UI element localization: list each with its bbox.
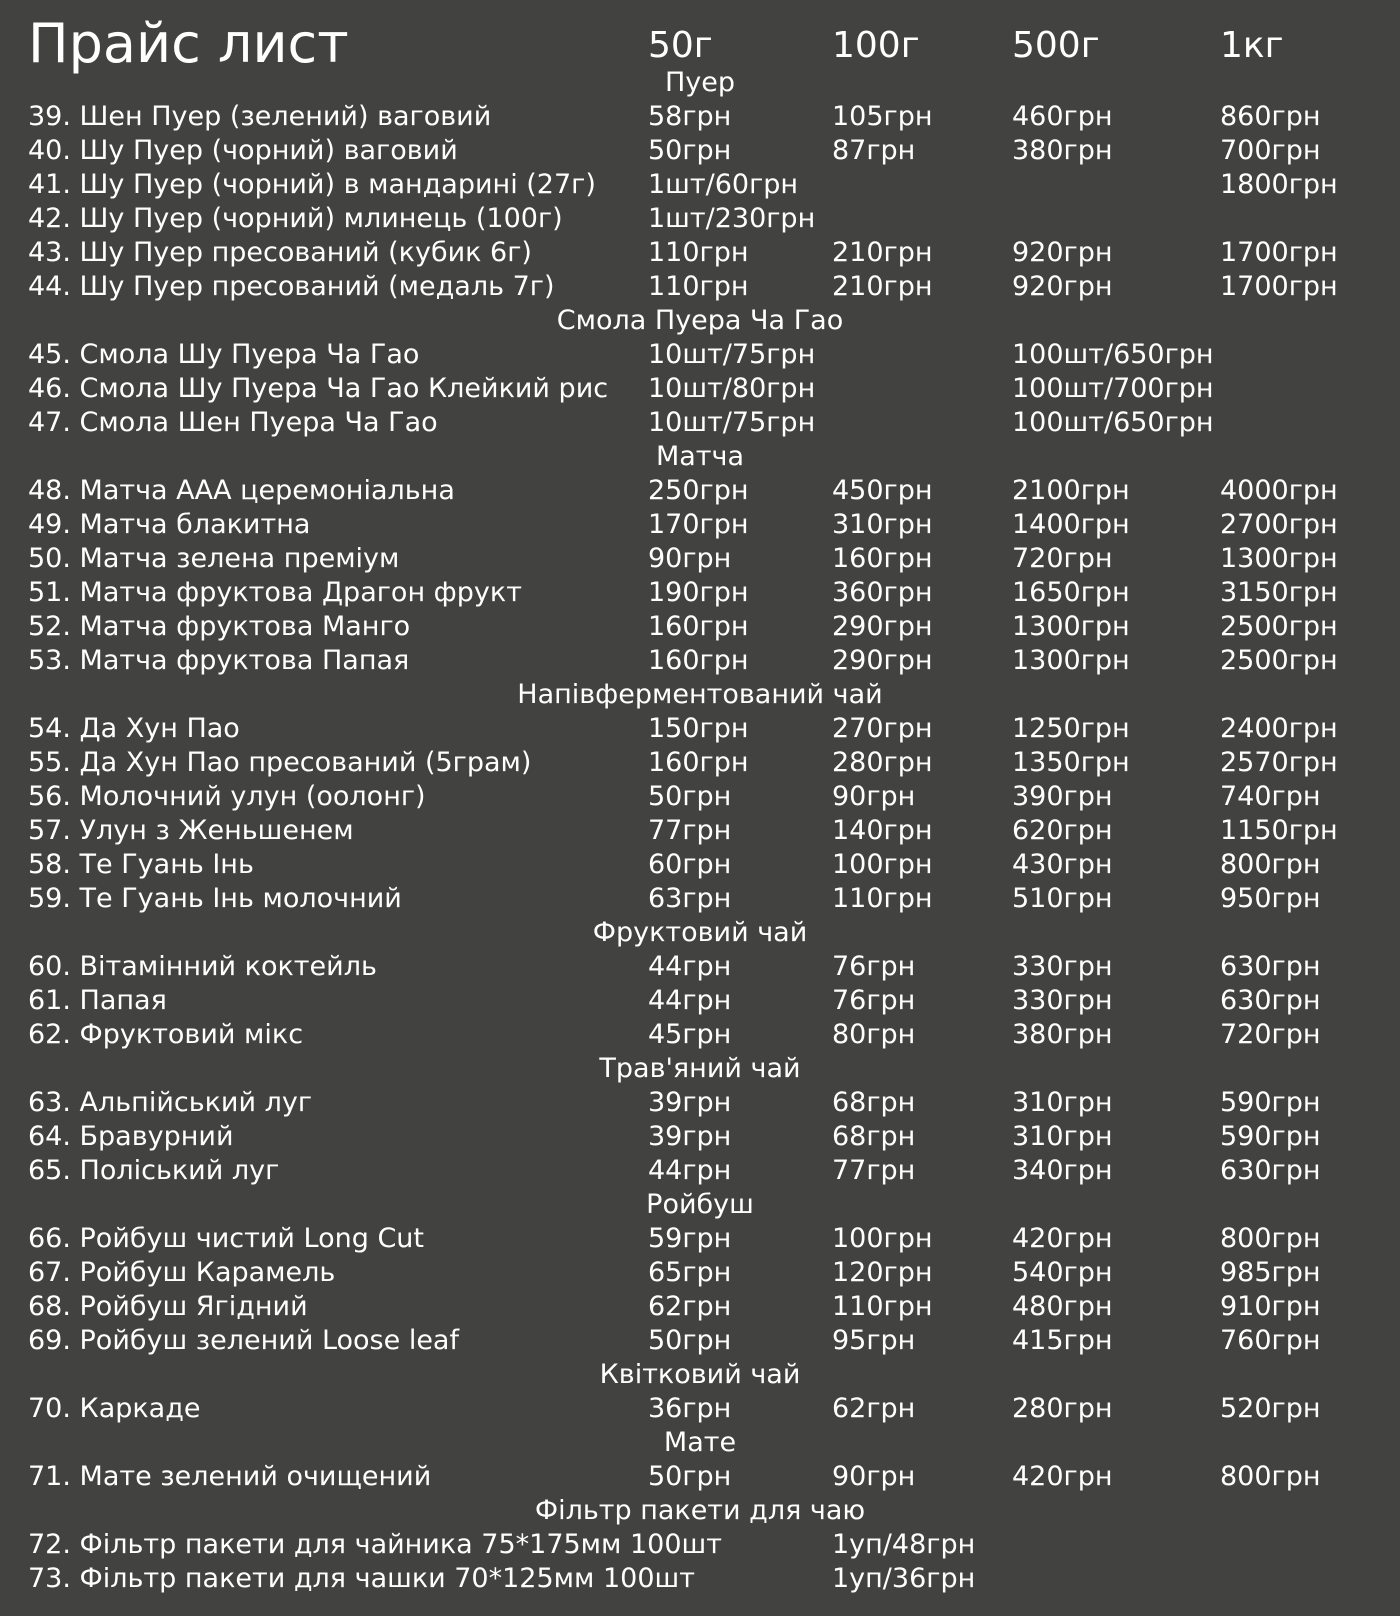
product-name: 45. Смола Шу Пуера Ча Гао [28, 339, 420, 370]
price-50g: 39грн [648, 1087, 732, 1118]
price-1kg: 630грн [1220, 1155, 1321, 1186]
price-1kg: 1700грн [1220, 237, 1338, 268]
product-name: 53. Матча фруктова Папая [28, 645, 410, 676]
section-title: Трав'яний чай [599, 1053, 801, 1084]
price-500g: 1300грн [1012, 611, 1130, 642]
price-100g: 450грн [832, 475, 933, 506]
price-100g: 140грн [832, 815, 933, 846]
price-50g: 36грн [648, 1393, 732, 1424]
price-100g: 90грн [832, 781, 916, 812]
product-name: 68. Ройбуш Ягідний [28, 1291, 308, 1322]
price-100g: 1уп/48грн [832, 1529, 976, 1560]
price-500g: 280грн [1012, 1393, 1113, 1424]
price-50g: 170грн [648, 509, 749, 540]
price-500g: 330грн [1012, 951, 1113, 982]
price-row [0, 576, 1400, 610]
price-1kg: 2500грн [1220, 645, 1338, 676]
price-500g: 420грн [1012, 1461, 1113, 1492]
price-500g: 330грн [1012, 985, 1113, 1016]
price-50g: 160грн [648, 645, 749, 676]
section-title: Смола Пуера Ча Гао [556, 305, 844, 336]
product-name: 69. Ройбуш зелений Loose leaf [28, 1325, 459, 1356]
price-50g: 65грн [648, 1257, 732, 1288]
product-name: 63. Альпійський луг [28, 1087, 313, 1118]
price-500g: 100шт/650грн [1012, 407, 1214, 438]
price-50g: 110грн [648, 237, 749, 268]
price-1kg: 700грн [1220, 135, 1321, 166]
price-100g: 310грн [832, 509, 933, 540]
price-row [0, 644, 1400, 678]
price-row [0, 1460, 1400, 1494]
price-500g: 420грн [1012, 1223, 1113, 1254]
price-row [0, 814, 1400, 848]
price-1kg: 800грн [1220, 849, 1321, 880]
product-name: 54. Да Хун Пао [28, 713, 240, 744]
product-name: 66. Ройбуш чистий Long Cut [28, 1223, 425, 1254]
price-500g: 390грн [1012, 781, 1113, 812]
section-title: Фільтр пакети для чаю [534, 1495, 866, 1526]
price-1kg: 760грн [1220, 1325, 1321, 1356]
price-100g: 62грн [832, 1393, 916, 1424]
product-name: 46. Смола Шу Пуера Ча Гао Клейкий рис [28, 373, 609, 404]
price-500g: 720грн [1012, 543, 1113, 574]
price-500g: 920грн [1012, 271, 1113, 302]
price-row [0, 610, 1400, 644]
product-name: 44. Шу Пуер пресований (медаль 7г) [28, 271, 555, 302]
section-header [0, 1188, 1400, 1222]
price-row [0, 474, 1400, 508]
price-1kg: 2700грн [1220, 509, 1338, 540]
price-50g: 110грн [648, 271, 749, 302]
price-1kg: 950грн [1220, 883, 1321, 914]
price-1kg: 2500грн [1220, 611, 1338, 642]
price-row [0, 372, 1400, 406]
price-50g: 90грн [648, 543, 732, 574]
price-50g: 50грн [648, 1325, 732, 1356]
price-50g: 1шт/60грн [648, 169, 799, 200]
price-100g: 90грн [832, 1461, 916, 1492]
price-50g: 10шт/80грн [648, 373, 816, 404]
price-1kg: 720грн [1220, 1019, 1321, 1050]
section-title: Напівферментований чай [517, 679, 883, 710]
price-100g: 290грн [832, 645, 933, 676]
product-name: 55. Да Хун Пао пресований (5грам) [28, 747, 532, 778]
price-50g: 50грн [648, 135, 732, 166]
price-50g: 44грн [648, 951, 732, 982]
price-row [0, 236, 1400, 270]
price-row [0, 1120, 1400, 1154]
price-50g: 50грн [648, 781, 732, 812]
price-50g: 10шт/75грн [648, 407, 816, 438]
price-500g: 1350грн [1012, 747, 1130, 778]
price-50g: 39грн [648, 1121, 732, 1152]
price-1kg: 1150грн [1220, 815, 1338, 846]
product-name: 59. Те Гуань Інь молочний [28, 883, 402, 914]
price-row [0, 1392, 1400, 1426]
price-row [0, 1018, 1400, 1052]
section-header [0, 1494, 1400, 1528]
price-1kg: 910грн [1220, 1291, 1321, 1322]
section-header [0, 304, 1400, 338]
product-name: 41. Шу Пуер (чорний) в мандарині (27г) [28, 169, 596, 200]
price-row [0, 168, 1400, 202]
product-name: 48. Матча ААА церемоніальна [28, 475, 455, 506]
price-row [0, 780, 1400, 814]
section-header [0, 66, 1400, 100]
price-100g: 210грн [832, 237, 933, 268]
price-500g: 310грн [1012, 1121, 1113, 1152]
price-100g: 270грн [832, 713, 933, 744]
price-1kg: 3150грн [1220, 577, 1338, 608]
price-1kg: 1700грн [1220, 271, 1338, 302]
price-500g: 510грн [1012, 883, 1113, 914]
section-title: Мате [663, 1427, 737, 1458]
price-100g: 110грн [832, 883, 933, 914]
section-title: Квітковий чай [599, 1359, 801, 1390]
column-header-1kg: 1кг [1220, 25, 1284, 66]
page-title: Прайс лист [28, 12, 349, 75]
product-name: 47. Смола Шен Пуера Ча Гао [28, 407, 438, 438]
section-header [0, 440, 1400, 474]
product-name: 64. Бравурний [28, 1121, 234, 1152]
price-500g: 415грн [1012, 1325, 1113, 1356]
price-row [0, 1324, 1400, 1358]
product-name: 57. Улун з Женьшенем [28, 815, 354, 846]
price-500g: 920грн [1012, 237, 1113, 268]
price-row [0, 950, 1400, 984]
section-title: Пуер [664, 67, 736, 98]
column-header-500g: 500г [1012, 25, 1100, 66]
price-100g: 87грн [832, 135, 916, 166]
product-name: 58. Те Гуань Інь [28, 849, 254, 880]
section-header [0, 1052, 1400, 1086]
product-name: 51. Матча фруктова Драгон фрукт [28, 577, 522, 608]
price-row [0, 712, 1400, 746]
price-50g: 45грн [648, 1019, 732, 1050]
price-list [0, 66, 1400, 1596]
price-500g: 310грн [1012, 1087, 1113, 1118]
price-50g: 58грн [648, 101, 732, 132]
price-50g: 250грн [648, 475, 749, 506]
price-1kg: 630грн [1220, 985, 1321, 1016]
price-row [0, 848, 1400, 882]
price-50g: 63грн [648, 883, 732, 914]
column-header-50g: 50г [648, 25, 713, 66]
price-row [0, 508, 1400, 542]
price-row [0, 1528, 1400, 1562]
price-500g: 1400грн [1012, 509, 1130, 540]
price-100g: 100грн [832, 1223, 933, 1254]
section-header [0, 916, 1400, 950]
price-500g: 1300грн [1012, 645, 1130, 676]
price-100g: 100грн [832, 849, 933, 880]
price-100g: 280грн [832, 747, 933, 778]
product-name: 61. Папая [28, 985, 167, 1016]
product-name: 42. Шу Пуер (чорний) млинець (100г) [28, 203, 563, 234]
price-50g: 77грн [648, 815, 732, 846]
price-50g: 59грн [648, 1223, 732, 1254]
price-100g: 290грн [832, 611, 933, 642]
price-row [0, 1154, 1400, 1188]
price-50g: 10шт/75грн [648, 339, 816, 370]
price-row [0, 202, 1400, 236]
product-name: 43. Шу Пуер пресований (кубик 6г) [28, 237, 532, 268]
price-50g: 150грн [648, 713, 749, 744]
price-1kg: 1300грн [1220, 543, 1338, 574]
price-50g: 44грн [648, 985, 732, 1016]
price-500g: 340грн [1012, 1155, 1113, 1186]
section-title: Ройбуш [646, 1189, 754, 1220]
price-1kg: 985грн [1220, 1257, 1321, 1288]
price-100g: 210грн [832, 271, 933, 302]
price-1kg: 2400грн [1220, 713, 1338, 744]
price-row [0, 134, 1400, 168]
price-100g: 120грн [832, 1257, 933, 1288]
price-row [0, 406, 1400, 440]
product-name: 60. Вітамінний коктейль [28, 951, 377, 982]
price-row [0, 270, 1400, 304]
price-100g: 360грн [832, 577, 933, 608]
price-row [0, 1086, 1400, 1120]
price-1kg: 2570грн [1220, 747, 1338, 778]
price-500g: 1650грн [1012, 577, 1130, 608]
price-1kg: 1800грн [1220, 169, 1338, 200]
price-50g: 44грн [648, 1155, 732, 1186]
price-500g: 100шт/650грн [1012, 339, 1214, 370]
product-name: 65. Поліський луг [28, 1155, 280, 1186]
price-500g: 620грн [1012, 815, 1113, 846]
price-row [0, 1222, 1400, 1256]
product-name: 71. Мате зелений очищений [28, 1461, 432, 1492]
section-header [0, 1358, 1400, 1392]
price-1kg: 740грн [1220, 781, 1321, 812]
section-header [0, 678, 1400, 712]
price-500g: 2100грн [1012, 475, 1130, 506]
price-1kg: 520грн [1220, 1393, 1321, 1424]
product-name: 56. Молочний улун (оолонг) [28, 781, 426, 812]
section-title: Фруктовий чай [592, 917, 808, 948]
product-name: 52. Матча фруктова Манго [28, 611, 411, 642]
price-row [0, 100, 1400, 134]
price-100g: 77грн [832, 1155, 916, 1186]
price-1kg: 590грн [1220, 1087, 1321, 1118]
price-100g: 110грн [832, 1291, 933, 1322]
price-1kg: 4000грн [1220, 475, 1338, 506]
price-row [0, 882, 1400, 916]
price-row [0, 1290, 1400, 1324]
price-500g: 380грн [1012, 135, 1113, 166]
price-50g: 60грн [648, 849, 732, 880]
price-row [0, 746, 1400, 780]
product-name: 50. Матча зелена преміум [28, 543, 400, 574]
product-name: 40. Шу Пуер (чорний) ваговий [28, 135, 458, 166]
price-1kg: 630грн [1220, 951, 1321, 982]
price-50g: 50грн [648, 1461, 732, 1492]
price-row [0, 1256, 1400, 1290]
price-100g: 80грн [832, 1019, 916, 1050]
price-500g: 540грн [1012, 1257, 1113, 1288]
product-name: 72. Фільтр пакети для чайника 75*175мм 100шт [28, 1529, 722, 1560]
price-100g: 95грн [832, 1325, 916, 1356]
price-50g: 160грн [648, 611, 749, 642]
price-1kg: 860грн [1220, 101, 1321, 132]
price-100g: 68грн [832, 1087, 916, 1118]
price-500g: 380грн [1012, 1019, 1113, 1050]
price-100g: 76грн [832, 985, 916, 1016]
column-header-100g: 100г [832, 25, 920, 66]
price-50g: 190грн [648, 577, 749, 608]
price-row [0, 984, 1400, 1018]
price-1kg: 590грн [1220, 1121, 1321, 1152]
price-100g: 105грн [832, 101, 933, 132]
section-title: Матча [655, 441, 745, 472]
product-name: 73. Фільтр пакети для чашки 70*125мм 100шт [28, 1563, 695, 1594]
price-row [0, 338, 1400, 372]
price-500g: 480грн [1012, 1291, 1113, 1322]
product-name: 70. Каркаде [28, 1393, 201, 1424]
price-500g: 460грн [1012, 101, 1113, 132]
section-header [0, 1426, 1400, 1460]
product-name: 49. Матча блакитна [28, 509, 311, 540]
price-1kg: 800грн [1220, 1461, 1321, 1492]
price-500g: 100шт/700грн [1012, 373, 1214, 404]
price-1kg: 800грн [1220, 1223, 1321, 1254]
product-name: 62. Фруктовий мікс [28, 1019, 304, 1050]
price-500g: 1250грн [1012, 713, 1130, 744]
price-100g: 160грн [832, 543, 933, 574]
price-row [0, 542, 1400, 576]
price-50g: 160грн [648, 747, 749, 778]
price-50g: 1шт/230грн [648, 203, 816, 234]
price-100g: 68грн [832, 1121, 916, 1152]
product-name: 67. Ройбуш Карамель [28, 1257, 336, 1288]
price-100g: 76грн [832, 951, 916, 982]
product-name: 39. Шен Пуер (зелений) ваговий [28, 101, 492, 132]
price-500g: 430грн [1012, 849, 1113, 880]
price-100g: 1уп/36грн [832, 1563, 976, 1594]
price-50g: 62грн [648, 1291, 732, 1322]
price-row [0, 1562, 1400, 1596]
